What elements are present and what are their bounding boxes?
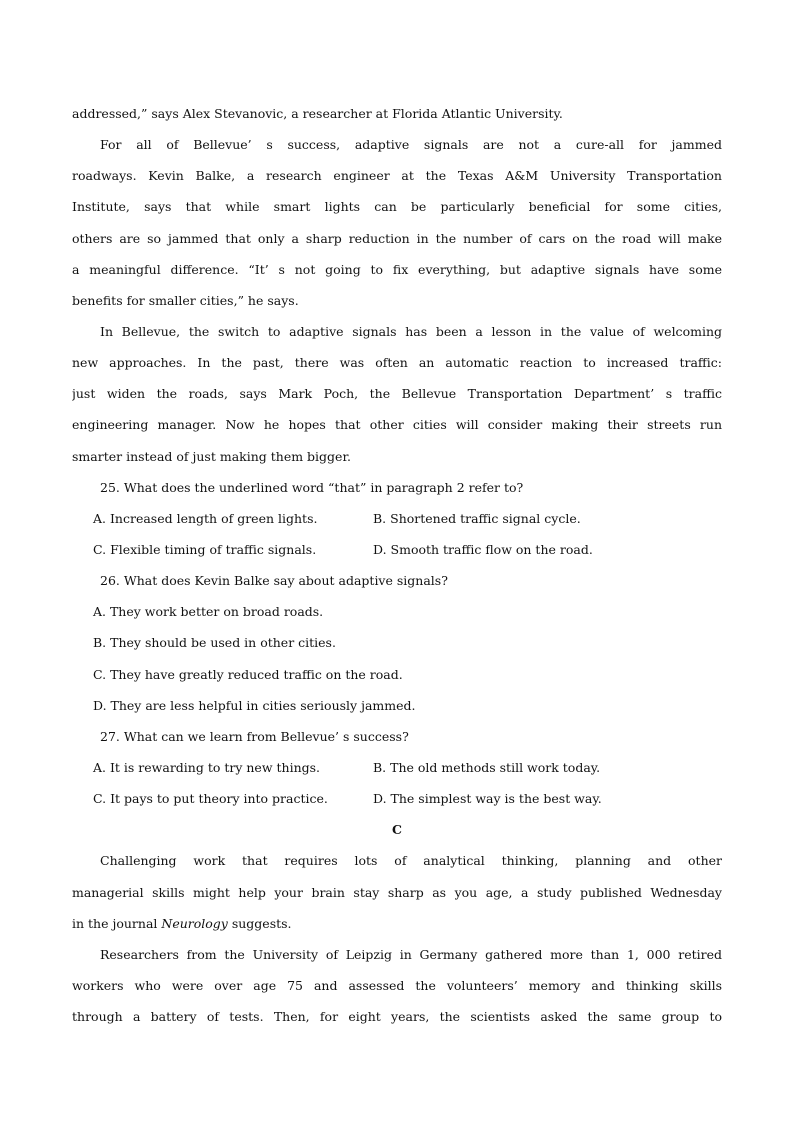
paragraph-line: addressed,” says Alex Stevanovic, a researcher at Florida Atlantic University. bbox=[72, 106, 563, 121]
option-b: B. The old methods still work today. bbox=[373, 759, 601, 775]
paragraph-line: managerial skills might help your brain stay sharp as you age, a study published Wednesday bbox=[72, 884, 722, 900]
options-row bbox=[72, 503, 722, 534]
paragraph-line: Challenging work that requires lots of analytical thinking, planning and other bbox=[100, 853, 722, 869]
options-row bbox=[72, 752, 722, 783]
text: suggests. bbox=[227, 915, 292, 931]
option-c: C. Flexible timing of traffic signals. bbox=[93, 541, 317, 557]
option-a: A. They work better on broad roads. bbox=[93, 604, 324, 620]
options-row bbox=[72, 534, 722, 565]
text: in the journal bbox=[72, 915, 162, 931]
option-c: C. They have greatly reduced traffic on the road. bbox=[93, 666, 403, 682]
section-heading: C bbox=[392, 822, 402, 838]
paragraph-line: just widen the roads, says Mark Poch, the Bellevue Transportation Department’ s traffic bbox=[72, 386, 722, 402]
paragraph-line: workers who were over age 75 and assessed the volunteers’ memory and thinking skills bbox=[72, 977, 722, 993]
option-d: D. They are less helpful in cities seriously jammed. bbox=[93, 697, 416, 713]
paragraph-line: Researchers from the University of Leipzig in Germany gathered more than 1, 000 retired bbox=[100, 946, 722, 962]
paragraph-line bbox=[72, 908, 722, 939]
document-page bbox=[72, 98, 722, 1032]
question-27: 27. What can we learn from Bellevue’ s success? bbox=[100, 728, 409, 744]
journal-name: Neurology bbox=[161, 915, 228, 931]
paragraph-line: roadways. Kevin Balke, a research engineer at the Texas A&M University Transportation bbox=[72, 168, 722, 184]
paragraph-line: For all of Bellevue’ s success, adaptive signals are not a cure-all for jammed bbox=[100, 137, 722, 153]
question-26: 26. What does Kevin Balke say about adaptive signals? bbox=[100, 573, 448, 589]
question-25: 25. What does the underlined word “that” in paragraph 2 refer to? bbox=[100, 479, 524, 495]
paragraph-line: Institute, says that while smart lights can be particularly beneficial for some cities, bbox=[72, 199, 722, 215]
options-row bbox=[72, 783, 722, 814]
paragraph-line: through a battery of tests. Then, for eight years, the scientists asked the same group to bbox=[72, 1009, 722, 1025]
paragraph-line: smarter instead of just making them bigger. bbox=[72, 448, 352, 464]
paragraph-line: engineering manager. Now he hopes that other cities will consider making their streets run bbox=[72, 417, 722, 433]
paragraph-line: new approaches. In the past, there was often an automatic reaction to increased traffic: bbox=[72, 355, 722, 371]
option-d: D. The simplest way is the best way. bbox=[373, 791, 602, 807]
paragraph-line: others are so jammed that only a sharp reduction in the number of cars on the road will make bbox=[72, 230, 722, 246]
paragraph-line: benefits for smaller cities,” he says. bbox=[72, 292, 299, 308]
option-a: A. It is rewarding to try new things. bbox=[93, 759, 321, 775]
option-b: B. Shortened traffic signal cycle. bbox=[373, 510, 581, 526]
paragraph-line: a meaningful difference. “It’ s not going to fix everything, but adaptive signals have some bbox=[72, 261, 722, 277]
paragraph-line: In Bellevue, the switch to adaptive signals has been a lesson in the value of welcoming bbox=[100, 323, 722, 339]
option-c: C. It pays to put theory into practice. bbox=[93, 791, 328, 807]
option-d: D. Smooth traffic flow on the road. bbox=[373, 541, 593, 557]
option-b: B. They should be used in other cities. bbox=[93, 635, 336, 651]
option-a: A. Increased length of green lights. bbox=[93, 510, 318, 526]
